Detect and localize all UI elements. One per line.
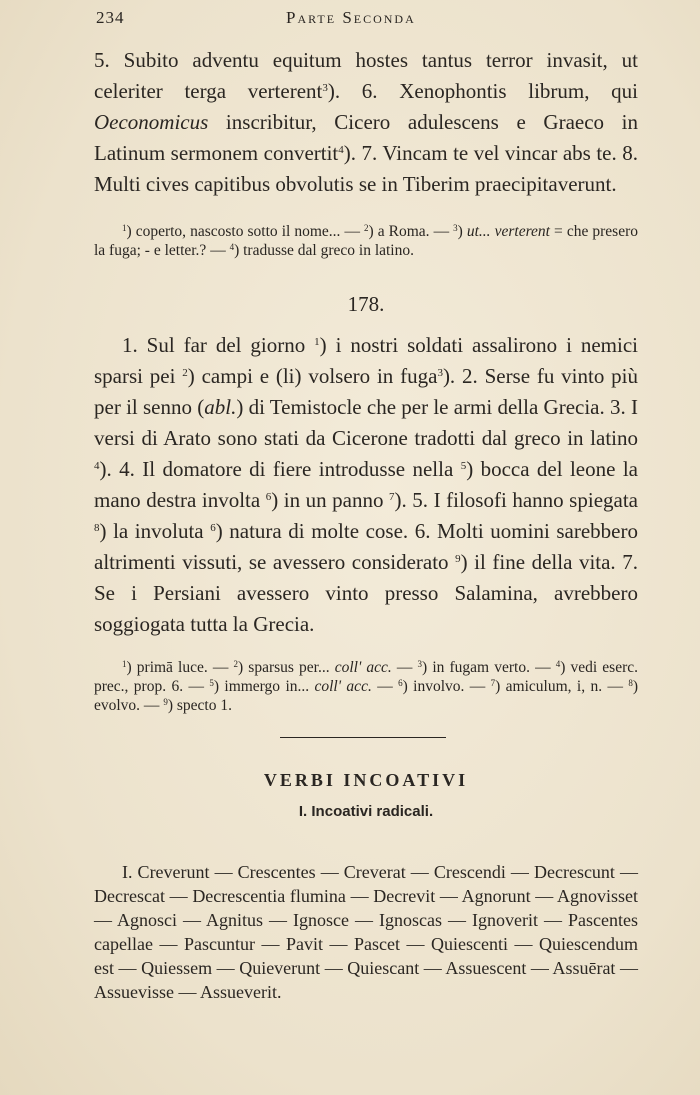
footnote-marker: 3 [453,223,458,233]
footnote-ref: 4 [338,144,344,156]
footnote-text: ) immergo in... [213,678,315,695]
footnote-text: ) sparsus per... [238,659,335,676]
footnote-text: ) primā luce. — [126,659,234,676]
footnote-text: — [371,678,399,695]
footnote-marker: 4 [555,659,561,669]
sentence: ). 2. Serse fu vinto più per il senno ( [94,364,638,419]
footnote-text: ) specto 1. [167,697,232,714]
sentence: ). 4. Il domatore di fiere introdusse nella [99,457,461,481]
book-title-italic: Oeconomicus [94,110,209,134]
sentence: ) campi e (li) volsero in fuga [187,364,438,388]
footnote-marker: 3 [417,659,423,669]
footnote-ref: 4 [94,460,100,472]
footnote-text: ) in fugam verto. — [422,659,556,676]
sentence: ) di Temistocle che per le armi della Grecia. 3. I versi di Arato sono stati da Cicerone tradotti dal greco in latino [94,395,638,450]
footnote-italic: coll' acc. [334,659,392,676]
footnote-text: — [391,659,418,676]
sentence: ) la involuta [99,519,211,543]
footnote-text: ) coperto, nascosto sotto il nome... — [126,223,365,240]
footnote-marker: 6 [398,678,403,688]
footnote-ref: 6 [210,522,216,534]
footnote-marker: 2 [364,223,369,233]
sentence: ). 5. I filosofi hanno spiegata [394,488,638,512]
sentence: ) il fine della vita. 7. Se i Persiani avessero vinto presso Salamina, avrebbero soggiogata tutta la Grecia. [94,550,638,636]
exercise-text-top [94,45,638,200]
word-list [94,842,638,1022]
sentence-6-end: inscribitur, Cicero adulescens e Graeco in Latinum sermonem convertit [94,110,638,165]
footnote-ref: 6 [265,491,272,503]
section-title: VERBI INCOATIVI [263,770,469,790]
footnote-ref: 3 [437,367,443,379]
abbrev-italic: abl. [204,395,237,419]
footnote-italic: ut... verterent [466,223,550,240]
footnote-italic: coll' acc. [314,678,372,695]
footnote-text: ) involvo. — [402,678,491,695]
sentences-7-8: ). 7. Vincam te vel vincar abs te. 8. Multi cives capitibus obvolutis se in Tiberim praecipitaverunt. [94,141,638,196]
footnote-marker: 1 [122,659,127,669]
footnote-text: ) [457,223,467,240]
footnote-text: ) a Roma. — [368,223,454,240]
page-number: 234 [96,8,125,27]
footnote-text: ) amiculum, i, n. — [495,678,629,695]
sentence-5: 5. Subito adventu equitum hostes tantus terror invasit, ut celeriter terga verterent [94,48,638,103]
sentence: ) natura di molte cose. 6. Molti uomini sarebbero altrimenti vissuti, se avessero considerato [94,519,638,574]
footnote-marker: 8 [628,678,633,688]
footnote-marker: 9 [163,697,168,707]
sentence: 1. Sul far del giorno [122,333,315,357]
footnote-ref: 5 [460,460,467,472]
running-title: Parte Seconda [286,8,416,27]
footnote-ref: 7 [389,491,395,503]
exercise-number: 178. [347,292,385,316]
sentence: ) bocca del leone la mano destra involta [94,457,638,512]
running-header [96,8,636,36]
footnote-ref: 8 [94,522,100,534]
footnote-marker: 2 [233,659,238,669]
footnote-ref: 2 [182,367,188,379]
footnote-text: ) vedi eserc. prec., prop. 6. — [94,659,638,695]
footnote-ref: 1 [314,336,320,348]
footnote-text: ) evolvo. — [94,678,639,714]
footnote-text: = che presero la fuga; - e letter.? — [94,223,638,259]
footnote-marker: 7 [490,678,496,688]
footnote-text: ) tradusse dal greco in latino. [234,242,414,259]
footnote-ref: 3 [322,82,328,94]
sentence: ) i nostri soldati assalirono i nemici sparsi pei [94,333,638,388]
footnote-marker: 5 [209,678,214,688]
section-divider [280,737,446,738]
footnotes-178 [94,658,638,715]
footnote-ref: 9 [455,553,461,565]
sentence: ) in un panno [271,488,390,512]
footnotes-top [94,222,638,260]
word-list-text: I. Creverunt — Crescentes — Creverat — Crescendi — Decrescunt — Decrescat — Decrescentia flumina — Decrevit — Agnorunt — Agnovisset — Agnosci — Agnitus — Ignosce — Ignoscas — Ignoverit — Pascentes capellae — Pascuntur — Pavit — Pascet — Quiescenti — Quiescendum est — Quiessem — Quieverunt — Quiescant — Assuescent — Assuērat — Assuevisse — Assueverit. [94,862,638,1002]
footnote-marker: 1 [122,223,127,233]
exercise-178-text [94,330,638,640]
section-subtitle: I. Incoativi radicali. [298,803,434,820]
sentence-6-start: ). 6. Xenophontis librum, qui [327,79,639,103]
footnote-marker: 4 [229,242,235,252]
